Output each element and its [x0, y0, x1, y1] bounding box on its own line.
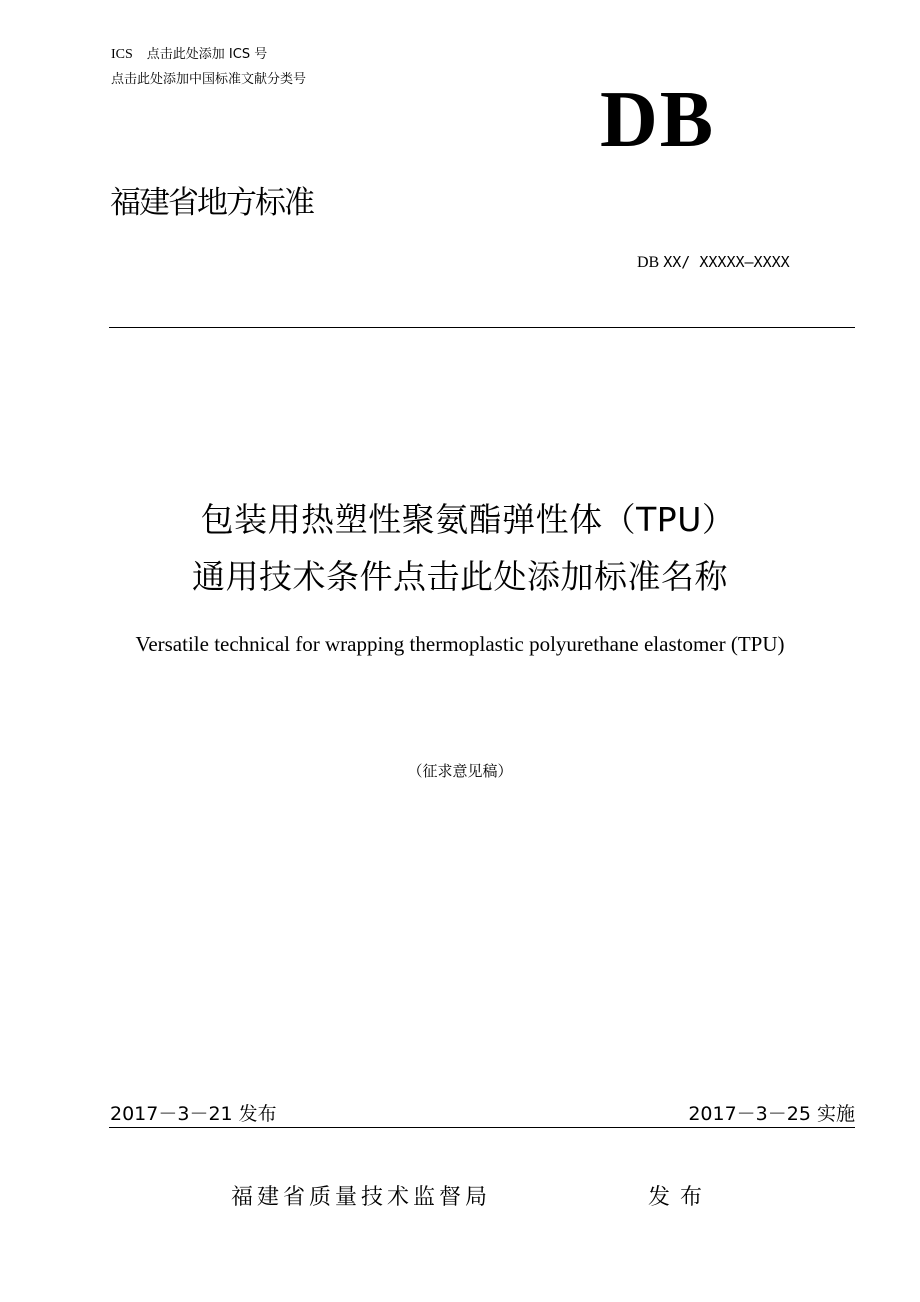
issue-word: 发布 — [648, 1185, 713, 1210]
classification-placeholder[interactable]: 点击此处添加中国标准文献分类号 — [111, 72, 307, 87]
db-logo: DB — [600, 76, 716, 164]
ics-line — [111, 46, 267, 64]
title-chinese-line-1: 包装用热塑性聚氨酯弹性体（TPU） — [200, 500, 736, 539]
draft-status: （征求意见稿） — [407, 762, 513, 780]
bottom-divider — [109, 1127, 855, 1128]
standard-number-value: XX/ XXXXX—XXXX — [663, 253, 790, 271]
standard-number — [637, 251, 790, 274]
standard-number-prefix: DB — [637, 254, 660, 271]
ics-placeholder[interactable]: 点击此处添加 ICS 号 — [146, 47, 268, 62]
title-chinese-line-2[interactable]: 通用技术条件点击此处添加标准名称 — [192, 557, 728, 596]
top-divider — [109, 327, 855, 328]
organization-title: 福建省地方标准 — [110, 185, 313, 221]
ics-label: ICS — [111, 47, 133, 62]
issue-date: 2017－3－21 发布 — [110, 1103, 277, 1125]
issuer: 福建省质量技术监督局 — [231, 1185, 492, 1210]
title-english: Versatile technical for wrapping thermoplastic polyurethane elastomer (TPU) — [135, 632, 785, 656]
implementation-date: 2017－3－25 实施 — [688, 1103, 855, 1125]
